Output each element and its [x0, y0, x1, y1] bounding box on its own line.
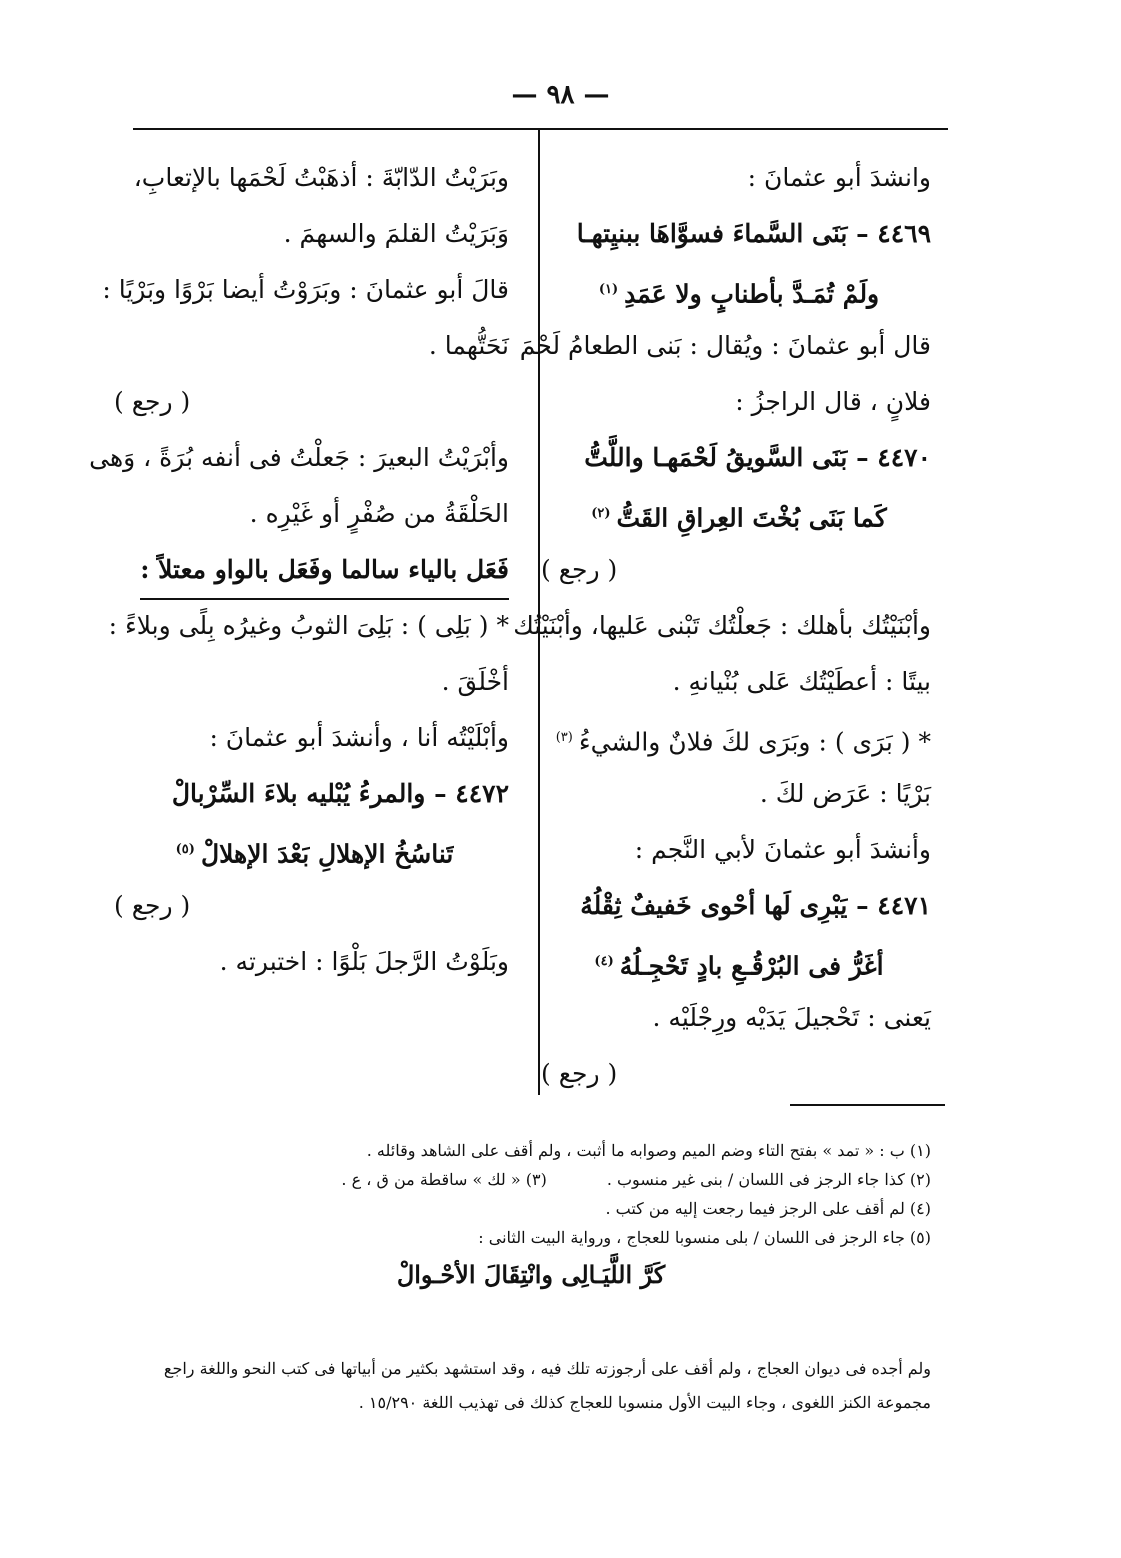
text-line: الحَلْقَةُ من صُفْرٍ أو غَيْرِه .: [249, 499, 509, 528]
text-line: نَحَتُّهما .: [428, 331, 509, 360]
text-line: * ( بَلِى ) : بَلِىَ الثوبُ وغيرُه بِلًى وبلاءً :: [108, 611, 509, 640]
text-line: وانشدَ أبو عثمانَ :: [747, 163, 931, 192]
text-line: قال أبو عثمانَ : ويُقال : بَنى الطعامُ لَحْمَ: [519, 331, 931, 360]
verse-line: ٤٤٧٠ – بَنَى السَّويقُ لَحْمَهـا واللَّتُّ: [584, 443, 931, 472]
text-line: وأبْلَيْتُه أنا ، وأنشدَ أبو عثمانَ :: [209, 723, 509, 752]
page-number: — ٩٨ —: [511, 80, 610, 110]
rajaa-marker: ( رجع ): [114, 387, 191, 416]
footnote-3: (٣) « لك » ساقطة من ق ، ع .: [341, 1170, 547, 1189]
footnote-5-continuation: [163, 1352, 931, 1420]
rajaa-marker: ( رجع ): [541, 1059, 618, 1088]
footnote-pair: [131, 1165, 931, 1194]
text-line: وأبْنَيْتُك بأهلك : جَعلْتُك تَبْنى عَليها، وأبْنَيْتُك: [513, 611, 931, 640]
verse-line: أغَرُّ فى البُرْقُـعِ بادٍ تَحْجِـلُهُ$^{(٤)}$: [594, 951, 884, 981]
text-line: وأبْرَيْتُ البعيرَ : جَعلْتُ فى أنفه بُرَةً ، وَهى: [89, 443, 509, 472]
note-line: ولم أجده فى ديوان العجاج ، ولم أقف على أرجوزته تلك فيه ، وقد استشهد بكثير من أبياتها فى كتب النحو واللغة راجع: [163, 1359, 931, 1378]
footnote-ref: (٥): [175, 842, 195, 857]
text-line: أخْلَقَ .: [441, 667, 509, 696]
footnote-5: (٥) جاء الرجز فى اللسان / بلى منسوبا للعجاج ، ورواية البيت الثانى :: [478, 1228, 931, 1247]
footnotes: [131, 1136, 931, 1298]
text-line: يَعنى : تَحْجيلَ يَدَيْه ورِجْلَيْه .: [652, 1003, 931, 1032]
section-heading: فَعَل بالياء سالما وفَعَل بالواو معتلاً :: [140, 542, 509, 600]
text-line: بيتًا : أعطَيْتُك عَلى بُنْيانهِ .: [672, 667, 931, 696]
footnote-1: (١) ب : « تمد » بفتح التاء وضم الميم وصوابه ما أثبت ، ولم أقف على الشاهد وقائله .: [366, 1141, 931, 1160]
rajaa-marker: ( رجع ): [541, 555, 618, 584]
verse-line: كَما بَنَى بُخْتَ العِراقِ القَتُّ$^{(٢)}$: [591, 503, 887, 533]
rajaa-marker: ( رجع ): [114, 891, 191, 920]
text-line: وأنشدَ أبو عثمانَ لأبي النَّجم :: [634, 835, 931, 864]
verse-line: ٤٤٧١ – يَبْرِى لَها أحْوى خَفيفٌ ثِقْلُهُ: [580, 891, 931, 920]
text-line: قالَ أبو عثمانَ : وبَرَوْتُ أيضا بَرْوًا وبَرْيًا :: [102, 275, 509, 304]
note-line: مجموعة الكنز اللغوى ، وجاء البيت الأول منسوبا للعجاج كذلك فى تهذيب اللغة ١٥/٢٩٠ .: [358, 1393, 931, 1412]
text-line: * ( بَرَى ) : وبَرَى لكَ فلانٌ والشيءُ$^{(٣)}$: [555, 727, 931, 757]
verse-line: ولَمْ تُمَـدَّ بأطنابٍ ولا عَمَدِ$^{(١)}$: [598, 279, 880, 309]
footnote-4: (٤) لم أقف على الرجز فيما رجعت إليه من كتب .: [605, 1199, 931, 1218]
text-line: بَرْيًا : عَرَض لكَ .: [759, 779, 931, 808]
footnote-ref: (٣): [555, 730, 573, 745]
text-line: وبَرَيْتُ الدّابّةَ : أذهَبْتُ لَحْمَها بالإتعابِ،: [133, 163, 509, 192]
footnote-ref: (٢): [591, 506, 611, 521]
footnote-ref: (١): [598, 282, 619, 297]
left-column: [89, 150, 509, 990]
footnote-rule: [790, 1104, 945, 1106]
text-line: فلانٍ ، قال الراجزُ :: [735, 387, 931, 416]
section-heading-line: [114, 542, 509, 598]
text-line: وبَلَوْتُ الرَّجلَ بَلْوًا : اختبرته .: [219, 947, 509, 976]
footnote-2: (٢) كذا جاء الرجز فى اللسان / بنى غير منسوب .: [606, 1170, 931, 1189]
footnote-5-verse: كَرَّ اللَّيَـالِى وانْتِقَالَ الأحْـوالْ: [396, 1260, 666, 1289]
header-rule: [133, 128, 948, 130]
verse-line: ٤٤٦٩ – بَنَى السَّماءَ فسوَّاهَا ببنيِتهـا: [576, 219, 931, 248]
text-line: وَبَرَيْتُ القلمَ والسهمَ .: [283, 219, 509, 248]
footnote-ref: (٤): [594, 954, 614, 969]
right-column: [513, 150, 931, 1102]
verse-line: ٤٤٧٢ – والمرءُ يُبْليه بلاءَ السِّرْبالْ: [171, 779, 509, 808]
verse-line: تَناسُخُ الإهلالِ بَعْدَ الإهلالْ$^{(٥)}$: [175, 839, 454, 869]
